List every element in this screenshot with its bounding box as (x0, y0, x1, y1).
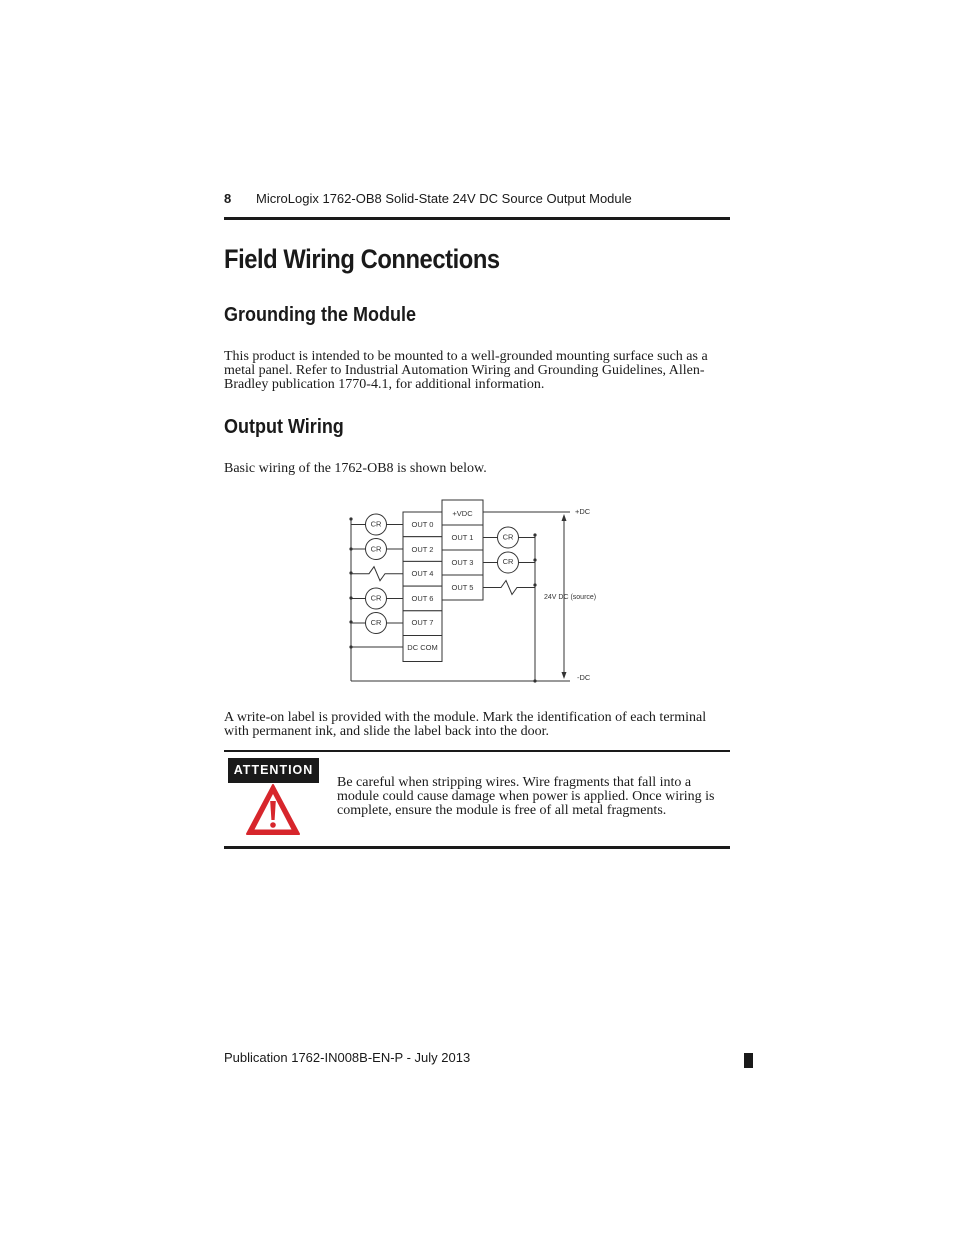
page-title: Field Wiring Connections (224, 244, 500, 274)
output-wiring-intro: Basic wiring of the 1762-OB8 is shown below. (224, 461, 487, 476)
load-label-cr-out2: CR (370, 544, 382, 554)
terminal-out2: OUT 2 (411, 545, 434, 554)
section-heading-grounding: Grounding the Module (224, 304, 416, 326)
plus-dc-label: +DC (575, 507, 591, 516)
terminal-dc-com: DC COM (407, 643, 438, 652)
minus-dc-label: -DC (577, 673, 591, 682)
load-label-cr-out3: CR (502, 557, 514, 566)
grounding-paragraph: This product is intended to be mounted to a well-grounded mounting surface such as a metal panel. Refer to Industrial Automation Wiring and Grounding Guidelines, Allen-Bradley publication 1770-4.1, for additional information. (224, 349, 708, 392)
attention-badge: ATTENTION (228, 758, 319, 783)
header-title: MicroLogix 1762-OB8 Solid-State 24V DC Source Output Module (256, 191, 632, 206)
terminal-out1: OUT 1 (451, 533, 474, 542)
supply-voltage-label: 24V DC (source) (544, 594, 597, 601)
resistive-load-out4 (351, 567, 403, 581)
page-header (224, 191, 730, 220)
load-label-cr-out1: CR (502, 532, 514, 542)
warning-triangle-icon (245, 783, 301, 836)
terminal-out6: OUT 6 (411, 594, 434, 603)
terminal-plus-vdc: +VDC (452, 509, 473, 518)
terminal-out0: OUT 0 (411, 520, 434, 529)
load-label-cr-out0: CR (370, 519, 382, 529)
terminal-out5: OUT 5 (451, 583, 474, 592)
label-note-paragraph: A write-on label is provided with the module. Mark the identification of each terminal with permanent ink, and slide the label back into the door. (224, 710, 707, 739)
resistive-load-out5 (483, 581, 535, 595)
wiring-diagram (344, 498, 614, 688)
load-label-cr-out6: CR (370, 593, 382, 603)
footer-publication: Publication 1762-IN008B-EN-P - July 2013 (224, 1050, 471, 1065)
terminal-out7: OUT 7 (411, 618, 434, 627)
page-edge-marker (744, 1053, 753, 1068)
load-label-cr-out7: CR (370, 618, 382, 627)
attention-text: Be careful when stripping wires. Wire fragments that fall into a module could cause damage when power is applied. Once wiring is complete, ensure the module is free of all metal fragments. (337, 775, 715, 818)
attention-block (224, 750, 730, 849)
section-heading-output-wiring: Output Wiring (224, 416, 344, 438)
page-number: 8 (224, 191, 232, 206)
terminal-out4: OUT 4 (411, 569, 434, 578)
terminal-out3: OUT 3 (451, 558, 474, 567)
